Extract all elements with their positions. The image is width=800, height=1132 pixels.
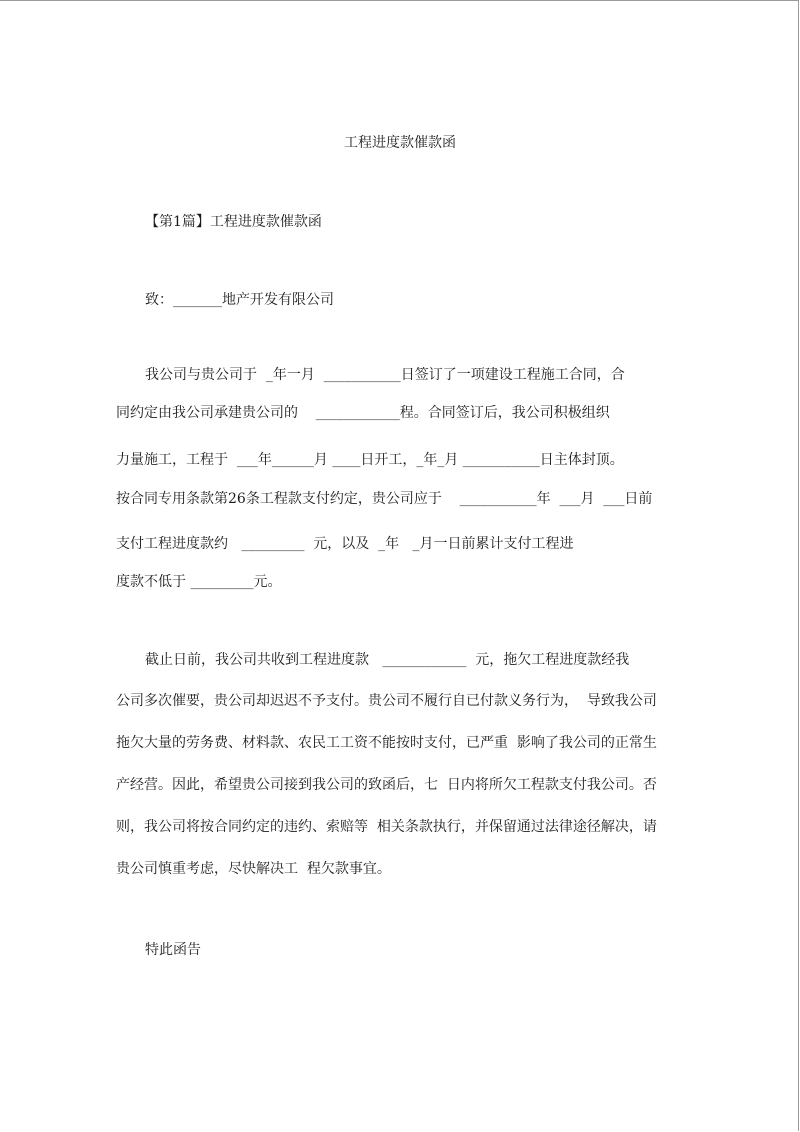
paragraph-line: 公司多次催要，贵公司却迟迟不予支付。贵公司不履行自已付款义务行为， 导致我公司 xyxy=(116,693,657,709)
paragraph-line: 截止日前，我公司共收到工程进度款 ____________ 元，拖欠工程进度款经我 xyxy=(145,652,630,668)
document-subtitle: 【第1篇】工程进度款催款函 xyxy=(145,214,322,230)
paragraph-line: 度款不低于 _________元。 xyxy=(116,574,282,590)
document-title: 工程进度款催款函 xyxy=(344,135,456,151)
paragraph-line: 产经营。因此，希望贵公司接到我公司的致函后，七 日内将所欠工程款支付我公司。否 xyxy=(116,777,657,793)
paragraph-line: 力量施工，工程于 ___年______月 ____日开工，_年_月 ___________日主体封顶。 xyxy=(116,452,624,468)
paragraph-line: 同约定由我公司承建贵公司的 ____________程。合同签订后，我公司积极组织 xyxy=(116,405,610,421)
addressee-line: 致：_______地产开发有限公司 xyxy=(145,292,334,308)
paragraph-line: 支付工程进度款约 _________ 元，以及 _年 _月一日前累计支付工程进 xyxy=(116,536,574,552)
paragraph-line: 我公司与贵公司于 _年一月 ___________日签订了一项建设工程施工合同，合 xyxy=(145,367,625,383)
paragraph-line: 拖欠大量的劳务费、材料款、农民工工资不能按时支付，已严重 影响了我公司的正常生 xyxy=(116,735,657,751)
closing-line: 特此函告 xyxy=(145,942,201,958)
paragraph-line: 则，我公司将按合同约定的违约、索赔等 相关条款执行，并保留通过法律途径解决，请 xyxy=(116,819,657,835)
paragraph-line: 按合同专用条款第26条工程款支付约定，贵公司应于 ___________年 ___月 ___日前 xyxy=(116,491,653,507)
paragraph-line: 贵公司慎重考虑，尽快解决工 程欠款事宜。 xyxy=(116,861,391,877)
